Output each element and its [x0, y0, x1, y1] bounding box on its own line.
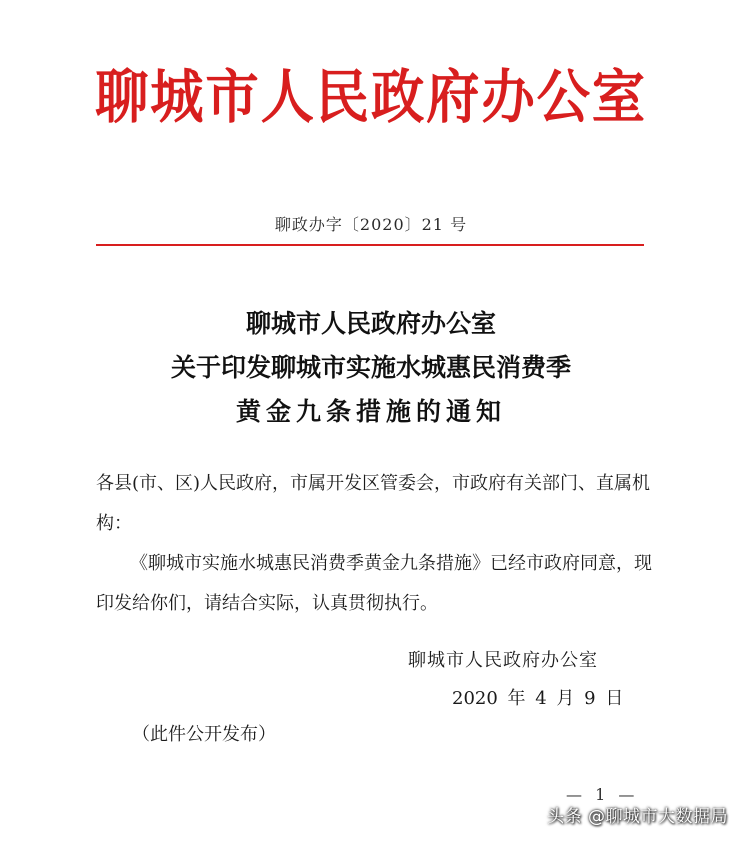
source-watermark: 头条 @聊城市大数据局 [547, 807, 728, 827]
public-release-note: （此件公开发布） [132, 724, 276, 745]
notice-body [96, 464, 656, 624]
notice-title [0, 302, 742, 434]
issuing-office-header: 聊城市人民政府办公室 [94, 63, 648, 131]
notice-title-line-3: 黄金九条措施的通知 [235, 397, 506, 426]
recipients-line: 各县(市、区)人民政府，市属开发区管委会，市政府有关部门、直属机构： [96, 473, 651, 534]
document-number: 聊政办字〔2020〕21 号 [274, 215, 468, 234]
red-divider-line [96, 244, 644, 246]
notice-title-line-2: 关于印发聊城市实施水城惠民消费季 [170, 353, 571, 382]
notice-title-line-1: 聊城市人民政府办公室 [245, 309, 496, 338]
signing-office: 聊城市人民政府办公室 [408, 650, 598, 671]
body-paragraph: 《聊城市实施水城惠民消费季黄金九条措施》已经市政府同意，现印发给你们，请结合实际，认真贯彻执行。 [96, 553, 652, 614]
page-number: — 1 — [566, 785, 639, 804]
issue-date: 2020 年 4 月 9 日 [452, 688, 624, 709]
